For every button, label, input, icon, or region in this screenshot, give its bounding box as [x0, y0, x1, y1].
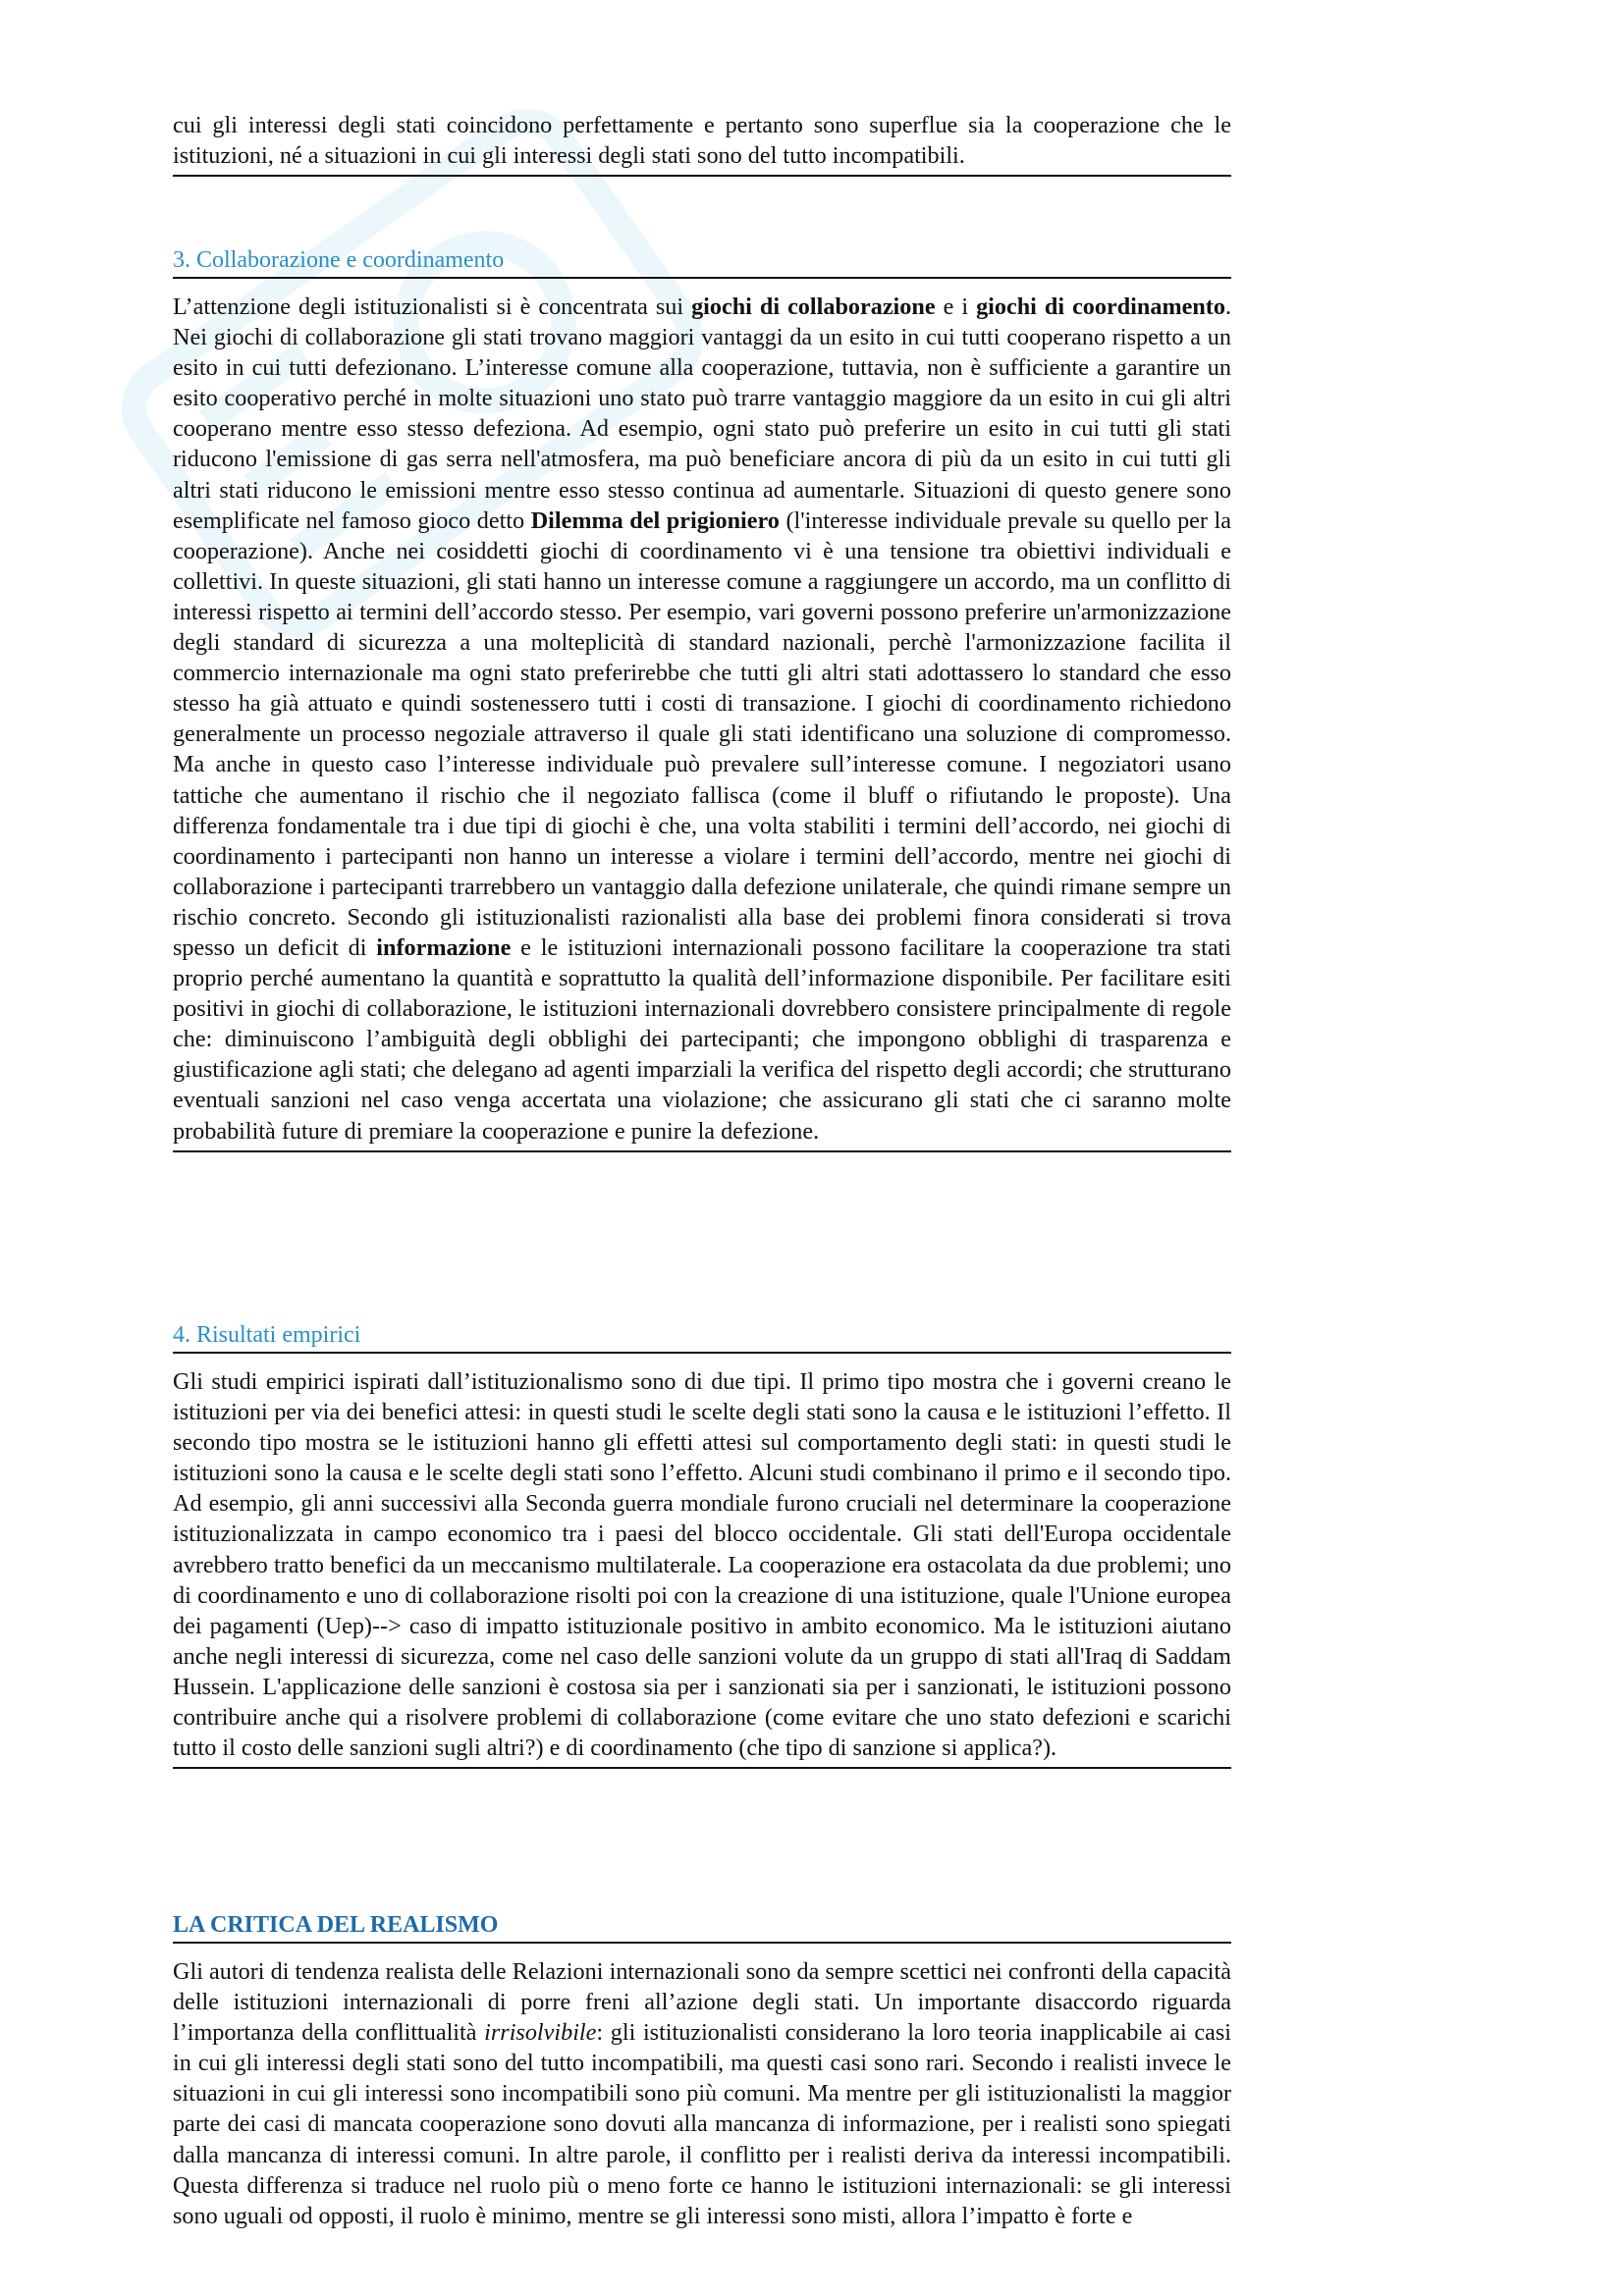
section-4-body [173, 1366, 1231, 1769]
section-3-heading: 3. Collaborazione e coordinamento [173, 245, 1231, 279]
section-3-body [173, 292, 1231, 1152]
critica-paragraph [173, 1956, 1231, 2235]
bold-term: giochi di collaborazione [691, 294, 936, 320]
section-4-heading: 4. Risultati empirici [173, 1320, 1231, 1354]
section-4-paragraph: Gli studi empirici ispirati dall’istituzionalismo sono di due tipi. Il primo tipo mostra che i governi creano le istituzioni per via dei benefici attesi: in questi studi le scelte degli stati sono la causa e le istituzioni l’effetto. Il secondo tipo mostra se le istituzioni hanno gli effetti attesi sul comportamento degli stati: in questi studi le istituzioni sono la causa e le scelte degli stati sono l’effetto. Alcuni studi combinano il primo e il secondo tipo. Ad esempio, gli anni successivi alla Seconda guerra mondiale furono cruciali nel determinare la cooperazione istituzionalizzata in campo economico tra i paesi del blocco occidentale. Gli stati dell'Europa occidentale avrebbero tratto benefici da un meccanismo multilaterale. La cooperazione era ostacolata da due problemi; uno di coordinamento e uno di collaborazione risolti poi con la creazione di una istituzione, quale l'Unione europea dei pagamenti (Uep)--> caso di impatto istituzionale positivo in ambito economico. Ma le istituzioni aiutano anche negli interessi di sicurezza, come nel caso delle sanzioni volute da un gruppo di stati all'Iraq di Saddam Hussein. L'applicazione delle sanzioni è costosa sia per i sanzionati sia per i sanzionati, le istituzioni possono contribuire anche qui a risolvere problemi di collaborazione (come evitare che uno stato defezioni e scarichi tutto il costo delle sanzioni sugli altri?) e di coordinamento (che tipo di sanzione si applica?). [173, 1366, 1231, 1769]
intro-paragraph: cui gli interessi degli stati coincidono perfettamente e pertanto sono superflue sia la cooperazione che le istituzioni, né a situazioni in cui gli interessi degli stati sono del tutto incompatibili. [173, 110, 1231, 177]
intro-paragraph-block [173, 110, 1231, 177]
critica-heading: LA CRITICA DEL REALISMO [173, 1910, 1231, 1944]
bold-term: Dilemma del prigioniero [530, 507, 780, 534]
italic-term: irrisolvibile [484, 2019, 597, 2047]
text-run: e le istituzioni internazionali possono facilitare la cooperazione tra stati proprio perché aumentano la quantità e soprattutto la qualità dell’informazione disponibile. Per facilitare esiti positivi in giochi di collaborazione, le istituzioni internazionali dovrebbero consistere principalmente di regole che: diminuiscono l’ambiguità degli obblighi dei partecipanti; che impongono obblighi di trasparenza e giustificazione agli stati; che delegano ad agenti imparziali la verifica del rispetto degli accordi; che strutturano eventuali sanzioni nel caso venga accertata una violazione; che assicurano gli stati che ci saranno molte probabilità future di premiare la cooperazione e punire la defezione. [173, 934, 1231, 1145]
text-run: e i [935, 294, 977, 320]
bold-term: informazione [376, 934, 512, 961]
text-run: (l'interesse individuale prevale su quello per la cooperazione). Anche nei cosiddetti giochi di coordinamento vi è una tensione tra obiettivi individuali e collettivi. In queste situazioni, gli stati hanno un interesse comune a raggiungere un accordo, ma un conflitto di interessi rispetto ai termini dell’accordo stesso. Per esempio, vari governi possono preferire un'armonizzazione degli standard di sicurezza a una molteplicità di standard nazionali, perchè l'armonizzazione facilita il commercio internazionale ma ogni stato preferirebbe che tutti gli altri stati adottassero lo standard che esso stesso ha già attuato e quindi sostenessero tutti i costi di transazione. I giochi di coordinamento richiedono generalmente un processo negoziale attraverso il quale gli stati identificano una soluzione di compromesso. Ma anche in questo caso l’interesse individuale può prevalere sull’interesse comune. I negoziatori usano tattiche che aumentano il rischio che il negoziato fallisca (come il bluff o rifiutando le proposte). Una differenza fondamentale tra i due tipi di giochi è che, una volta stabiliti i termini dell’accordo, nei giochi di coordinamento i partecipanti non hanno un interesse a violare i termini dell’accordo, mentre nei giochi di collaborazione i partecipanti trarrebbero un vantaggio dalla defezione unilaterale, che quindi rimane sempre un rischio concreto. Secondo gli istituzionalisti razionalisti alla base dei problemi finora considerati si trova spesso un deficit di [173, 507, 1231, 961]
text-run: Gli autori di tendenza realista delle Relazioni internazionali sono da sempre scettici nei confronti della capacità delle istituzioni internazionali di porre freni all’azione degli stati. Un importante disaccordo riguarda l’importanza della conflittualità [173, 1958, 1231, 2047]
text-run: . Nei giochi di collaborazione gli stati trovano maggiori vantaggi da un esito in cui tutti cooperano rispetto a un esito in cui tutti defezionano. L’interesse comune alla cooperazione, tuttavia, non è sufficiente a garantire un esito cooperativo perché in molte situazioni uno stato può trarre vantaggio maggiore da un esito in cui gli altri cooperano mentre esso stesso defeziona. Ad esempio, ogni stato può preferire un esito in cui tutti gli stati riducono l'emissione di gas serra nell'atmosfera, ma può beneficiare ancora di più da un esito in cui tutti gli altri stati riducono le emissioni mentre esso stesso continua ad aumentarle. Situazioni di questo genere sono esemplificate nel famoso gioco detto [173, 294, 1231, 534]
text-run: : gli istituzionalisti considerano la loro teoria inapplicabile ai casi in cui gli interessi degli stati sono del tutto incompatibili, ma questi casi sono rari. Secondo i realisti invece le situazioni in cui gli interessi sono incompatibili sono più comuni. Ma mentre per gli istituzionalisti la maggior parte dei casi di mancata cooperazione sono dovuti alla mancanza di informazione, per i realisti sono spiegati dalla mancanza di interessi comuni. In altre parole, il conflitto per i realisti deriva da interessi incompatibili. Questa differenza si traduce nel ruolo più o meno forte ce hanno le istituzioni internazionali: se gli interessi sono uguali od opposti, il ruolo è minimo, mentre se gli interessi sono misti, allora l’impatto è forte e [173, 2019, 1231, 2229]
text-run: L’attenzione degli istituzionalisti si è concentrata sui [173, 294, 692, 320]
critica-body [173, 1956, 1231, 2235]
bold-term: giochi di coordinamento [976, 294, 1225, 320]
section-3-paragraph [173, 292, 1231, 1152]
